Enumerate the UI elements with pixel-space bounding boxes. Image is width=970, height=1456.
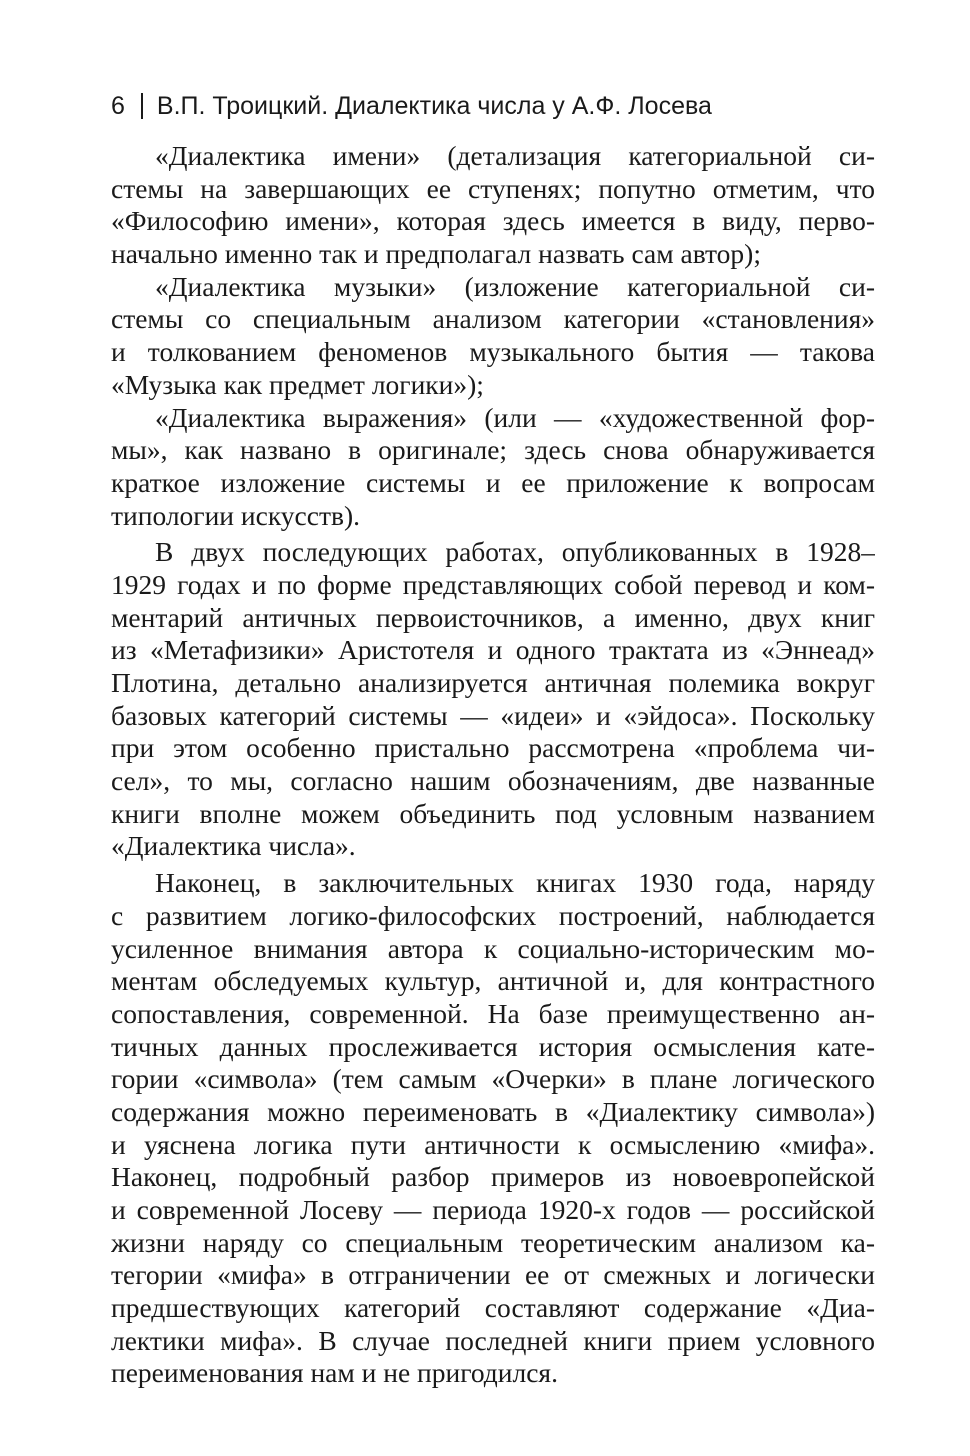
text-line: «Музыка как предмет логики»); <box>111 368 484 400</box>
text-line: начально именно так и предполагал назвать сам автор); <box>111 238 761 270</box>
text-line: из «Метафизики» Аристотеля и одного трактата из «Эннеад» <box>111 634 875 666</box>
text-line: стемы со специальным анализом категории «становления» <box>111 303 875 335</box>
text-line: краткое изложение системы и ее приложение к вопросам <box>111 466 875 498</box>
text-line: сел», то мы, согласно нашим обозначениям, две названные <box>111 765 875 797</box>
paragraph <box>111 140 875 271</box>
body-text <box>111 140 875 1390</box>
text-line: Наконец, подробный разбор примеров из новоевропейской <box>111 1161 875 1193</box>
text-line: ментам обследуемых культур, античной и, для контрастного <box>111 965 875 997</box>
text-line: стемы на завершающих ее ступенях; попутно отметим, что <box>111 172 875 204</box>
paragraph <box>111 402 875 533</box>
text-line: с развитием логико-философских построений, наблюдается <box>111 899 875 931</box>
text-line: мы», как названо в оригинале; здесь снова обнаруживается <box>111 434 875 466</box>
text-line: усиленное внимания автора к социально-историческим мо- <box>111 932 875 964</box>
text-line: «Диалектика имени» (детализация категориальной си- <box>155 140 875 171</box>
text-line: и современной Лосеву — периода 1920-х годов — российской <box>111 1194 875 1225</box>
text-line: тичных данных прослеживается история осмысления кате- <box>111 1030 875 1062</box>
text-line: Плотина, детально анализируется античная полемика вокруг <box>111 667 875 698</box>
text-line: и уяснена логика пути античности к осмыслению «мифа». <box>111 1128 875 1160</box>
text-line: сопоставления, современной. На базе преимущественно ан- <box>111 997 875 1029</box>
running-title: В.П. Троицкий. Диалектика числа у А.Ф. Лосева <box>156 92 712 120</box>
text-line: 1929 годах и по форме представляющих собой перевод и ком- <box>111 568 875 600</box>
text-line: гории «символа» (тем самым «Очерки» в плане логического <box>111 1063 875 1095</box>
text-line: предшествующих категорий составляют содержание «Диа- <box>111 1292 875 1324</box>
page-number: 6 <box>111 92 125 120</box>
text-line: ментарий античных первоисточников, а именно, двух книг <box>111 601 875 633</box>
text-line: тегории «мифа» в отграничении ее от смежных и логически <box>111 1259 875 1291</box>
paragraph <box>111 271 875 402</box>
running-head <box>111 86 871 126</box>
text-line: и толкованием феноменов музыкального бытия — такова <box>111 336 875 368</box>
header-separator <box>141 93 143 119</box>
text-line: лектики мифа». В случае последней книги прием условного <box>111 1324 875 1356</box>
text-line: при этом особенно пристально рассмотрена «проблема чи- <box>111 732 875 764</box>
text-line: Наконец, в заключительных книгах 1930 года, наряду <box>155 867 875 899</box>
text-line: «Диалектика числа». <box>111 830 356 862</box>
text-line: типологии искусств). <box>111 499 360 531</box>
paragraph <box>111 867 875 1390</box>
text-line: В двух последующих работах, опубликованных в 1928– <box>155 536 875 568</box>
text-line: «Философию имени», которая здесь имеется в виду, перво- <box>111 205 875 237</box>
text-line: жизни наряду со специальным теоретическим анализом ка- <box>111 1226 875 1258</box>
text-line: базовых категорий системы — «идеи» и «эйдоса». Поскольку <box>111 699 875 731</box>
text-line: «Диалектика музыки» (изложение категориальной си- <box>155 270 875 302</box>
paragraph <box>111 536 875 863</box>
text-line: книги вполне можем объединить под условным названием <box>111 797 875 829</box>
text-line: «Диалектика выражения» (или — «художественной фор- <box>155 401 875 433</box>
text-line: переименования нам и не пригодился. <box>111 1357 558 1389</box>
text-line: содержания можно переименовать в «Диалектику символа») <box>111 1095 875 1127</box>
